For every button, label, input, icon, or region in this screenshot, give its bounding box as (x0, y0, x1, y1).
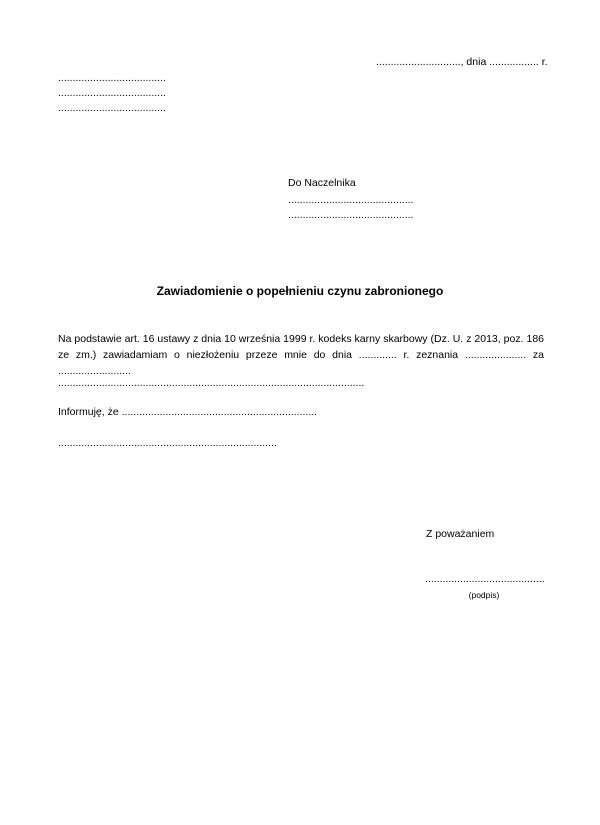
sender-line-3: ..................................... (58, 102, 166, 114)
document-title: Zawiadomienie o popełnieniu czynu zabronionego (156, 284, 444, 298)
inform-line: Informuję, że ................................................................... (58, 406, 318, 418)
signature-caption: (podpis) (468, 590, 500, 600)
recipient-line-1: ........................................... (288, 194, 414, 206)
final-blank-line: ........................................................................... (58, 437, 277, 449)
body-continuation-line: ......................................................................................................... (58, 377, 365, 389)
closing-text: Z poważaniem (426, 528, 495, 540)
signature-line: ......................................... (425, 573, 545, 585)
recipient-line-2: ........................................... (288, 209, 414, 221)
place-date-line: ............................., dnia ................. r. (376, 56, 548, 68)
recipient-title: Do Naczelnika (288, 177, 356, 189)
sender-line-1: ..................................... (58, 72, 166, 84)
document-body: Na podstawie art. 16 ustawy z dnia 10 września 1999 r. kodeks karny skarbowy (Dz. U. z 2013, poz. 186 ze zm.) zawiadamiam o niezłożeniu przeze mnie do dnia ............. r. zeznania ..................... za ......................... (58, 333, 544, 377)
sender-line-2: ..................................... (58, 87, 166, 99)
